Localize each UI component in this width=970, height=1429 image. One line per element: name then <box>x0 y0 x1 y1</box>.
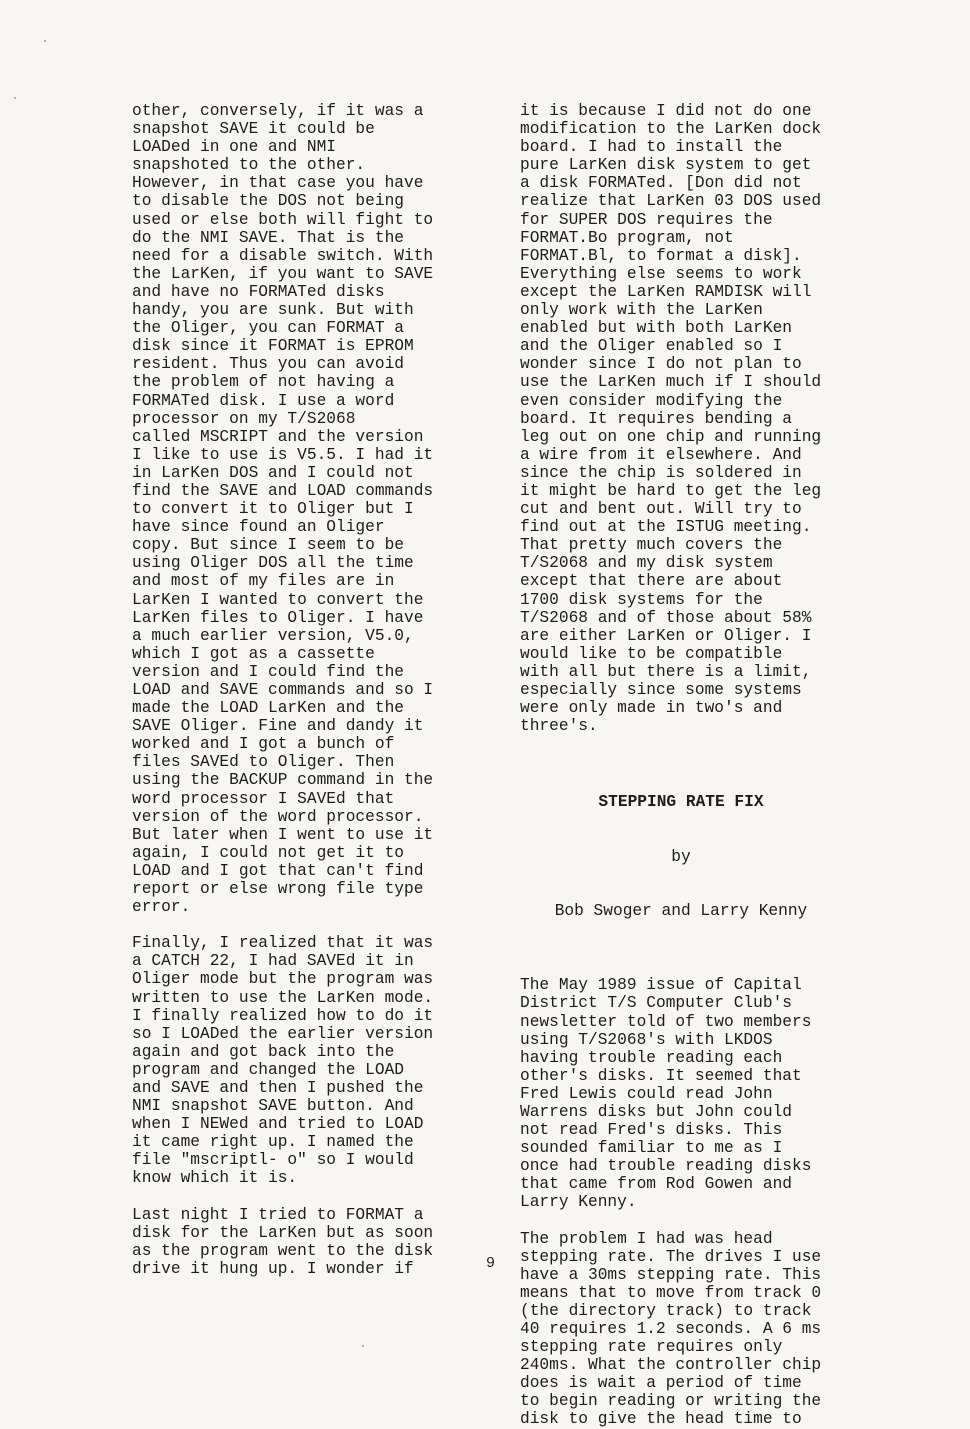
right-column <box>520 102 842 1429</box>
paper-speck <box>44 40 46 42</box>
paragraph: Last night I tried to FORMAT a disk for the LarKen but as soon as the program went to the disk drive it hung up. I wonder if <box>132 1205 434 1278</box>
article-authors: Bob Swoger and Larry Kenny <box>554 902 808 921</box>
paper-speck <box>362 1345 364 1347</box>
paragraph: it is because I did not do one modification to the LarKen dock board. I had to install the pure LarKen disk system to get a disk FORMATed. [Don did not realize that LarKen 03 DOS used for SUPER DOS requires the FORMAT.Bo program, not FORMAT.Bl, to format a disk]. Everything else seems to work except the LarKen RAMDISK will only work with the LarKen enabled but with both LarKen and the Oliger enabled so I wonder since I do not plan to use the LarKen much if I should even consider modifying the board. It requires bending a leg out on one chip and running a wire from it elsewhere. And since the chip is soldered in it might be hard to get the leg cut and bent out. Will try to find out at the ISTUG meeting. That pretty much covers the T/S2068 and my disk system except that there are about 1700 disk systems for the T/S2068 and of those about 58% are either LarKen or Oliger. I would like to be compatible with all but there is a limit, especially since some systems were only made in two's and three's. <box>520 102 822 736</box>
article-title: STEPPING RATE FIX <box>598 793 764 812</box>
paragraph: other, conversely, if it was a snapshot SAVE it could be LOADed in one and NMI snapshoted to the other. However, in that case you have to disable the DOS not being used or else both will fight to do the NMI SAVE. That is the need for a disable switch. With the LarKen, if you want to SAVE and have no FORMATed disks handy, you are sunk. But with the Oliger, you can FORMAT a disk since it FORMAT is EPROM resident. Thus you can avoid the problem of not having a FORMATed disk. I use a word processor on my T/S2068 called MSCRIPT and the version I like to use is V5.5. I had it in LarKen DOS and I could not find the SAVE and LOAD commands to convert it to Oliger but I have since found an Oliger copy. But since I seem to be using Oliger DOS all the time and most of my files are in LarKen I wanted to convert the LarKen files to Oliger. I have a much earlier version, V5.0, which I got as a cassette version and I could find the LOAD and SAVE commands and so I made the LOAD LarKen and the SAVE Oliger. Fine and dandy it worked and I got a bunch of files SAVEd to Oliger. Then using the BACKUP command in the word processor I SAVEd that version of the word processor. But later when I went to use it again, I could not get it to LOAD and I got that can't find report or else wrong file type error. <box>132 102 434 917</box>
page-number: 9 <box>486 1255 496 1272</box>
article-heading <box>520 757 842 956</box>
paper-speck <box>14 97 16 99</box>
left-column <box>132 102 452 1278</box>
paragraph: The problem I had was head stepping rate. The drives I use have a 30ms stepping rate. This means that to move from track 0 (the directory track) to track 40 requires 1.2 seconds. A 6 ms stepping rate requires only 240ms. What the controller chip does is wait a period of time to begin reading or writing the disk to give the head time to <box>520 1229 822 1429</box>
paragraph: Finally, I realized that it was a CATCH 22, I had SAVEd it in Oliger mode but the program was written to use the LarKen mode. I finally realized how to do it so I LOADed the earlier version again and got back into the program and changed the LOAD and SAVE and then I pushed the NMI snapshot SAVE button. And when I NEWed and tried to LOAD it came right up. I named the file "mscriptl- o" so I would know which it is. <box>132 934 434 1188</box>
paragraph: The May 1989 issue of Capital District T/S Computer Club's newsletter told of two members using T/S2068's with LKDOS having trouble reading each other's disks. It seemed that Fred Lewis could read John Warrens disks but John could not read Fred's disks. This sounded familiar to me as I once had trouble reading disks that came from Rod Gowen and Larry Kenny. <box>520 976 812 1212</box>
article-byline: by <box>671 847 691 866</box>
